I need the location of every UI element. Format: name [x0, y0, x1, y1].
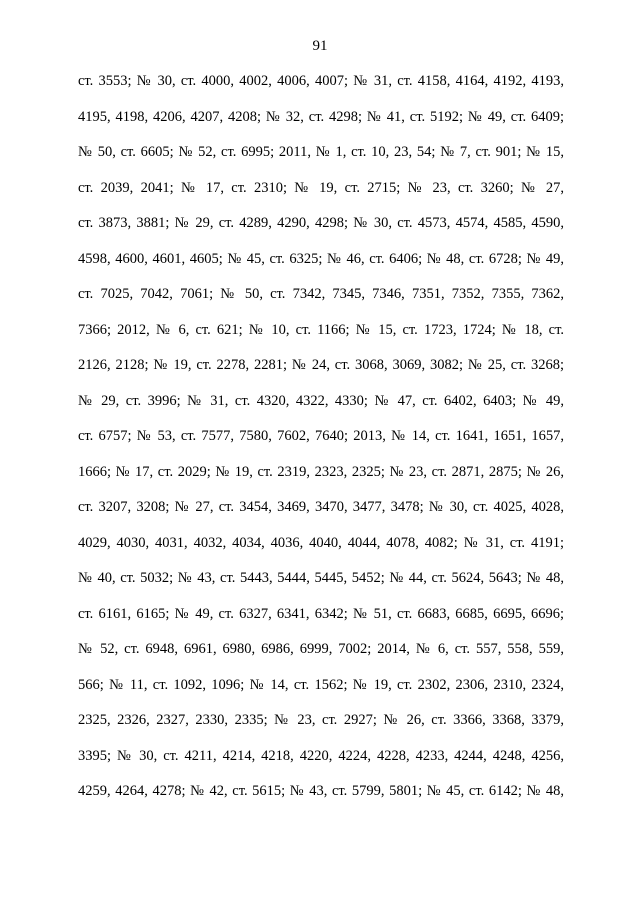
text-line: 4195, 4198, 4206, 4207, 4208; № 32, ст. 4298; № 41, ст. 5192; № 49, ст. 6409;: [78, 108, 564, 125]
text-line: 4029, 4030, 4031, 4032, 4034, 4036, 4040, 4044, 4078, 4082; № 31, ст. 4191;: [78, 534, 564, 551]
document-body: [78, 64, 564, 810]
text-line: ст. 6161, 6165; № 49, ст. 6327, 6341, 6342; № 51, ст. 6683, 6685, 6695, 6696;: [78, 605, 564, 622]
text-line: № 52, ст. 6948, 6961, 6980, 6986, 6999, 7002; 2014, № 6, ст. 557, 558, 559,: [78, 641, 564, 657]
text-line: № 50, ст. 6605; № 52, ст. 6995; 2011, № 1, ст. 10, 23, 54; № 7, ст. 901; № 15,: [78, 144, 564, 160]
text-line: ст. 7025, 7042, 7061; № 50, ст. 7342, 7345, 7346, 7351, 7352, 7355, 7362,: [78, 286, 564, 302]
text-line: ст. 2039, 2041; № 17, ст. 2310; № 19, ст. 2715; № 23, ст. 3260; № 27,: [78, 179, 564, 196]
text-line: 4598, 4600, 4601, 4605; № 45, ст. 6325; № 46, ст. 6406; № 48, ст. 6728; № 49,: [78, 250, 564, 267]
page-number: 91: [312, 38, 328, 54]
text-line: ст. 3553; № 30, ст. 4000, 4002, 4006, 4007; № 31, ст. 4158, 4164, 4192, 4193,: [78, 73, 564, 89]
text-line: ст. 3207, 3208; № 27, ст. 3454, 3469, 3470, 3477, 3478; № 30, ст. 4025, 4028,: [78, 499, 564, 515]
text-line: 3395; № 30, ст. 4211, 4214, 4218, 4220, 4224, 4228, 4233, 4244, 4248, 4256,: [78, 747, 564, 764]
text-line: № 29, ст. 3996; № 31, ст. 4320, 4322, 4330; № 47, ст. 6402, 6403; № 49,: [78, 392, 564, 409]
text-line: ст. 6757; № 53, ст. 7577, 7580, 7602, 7640; 2013, № 14, ст. 1641, 1651, 1657,: [78, 428, 564, 444]
text-line: 7366; 2012, № 6, ст. 621; № 10, ст. 1166; № 15, ст. 1723, 1724; № 18, ст.: [78, 321, 564, 338]
text-line: ст. 3873, 3881; № 29, ст. 4289, 4290, 4298; № 30, ст. 4573, 4574, 4585, 4590,: [78, 215, 564, 231]
text-line: 2126, 2128; № 19, ст. 2278, 2281; № 24, ст. 3068, 3069, 3082; № 25, ст. 3268;: [78, 357, 564, 373]
text-line: 566; № 11, ст. 1092, 1096; № 14, ст. 1562; № 19, ст. 2302, 2306, 2310, 2324,: [78, 676, 564, 693]
text-line: 4259, 4264, 4278; № 42, ст. 5615; № 43, ст. 5799, 5801; № 45, ст. 6142; № 48,: [78, 783, 564, 799]
text-line: 2325, 2326, 2327, 2330, 2335; № 23, ст. 2927; № 26, ст. 3366, 3368, 3379,: [78, 712, 564, 728]
text-line: 1666; № 17, ст. 2029; № 19, ст. 2319, 2323, 2325; № 23, ст. 2871, 2875; № 26,: [78, 463, 564, 480]
text-line: № 40, ст. 5032; № 43, ст. 5443, 5444, 5445, 5452; № 44, ст. 5624, 5643; № 48,: [78, 570, 564, 586]
